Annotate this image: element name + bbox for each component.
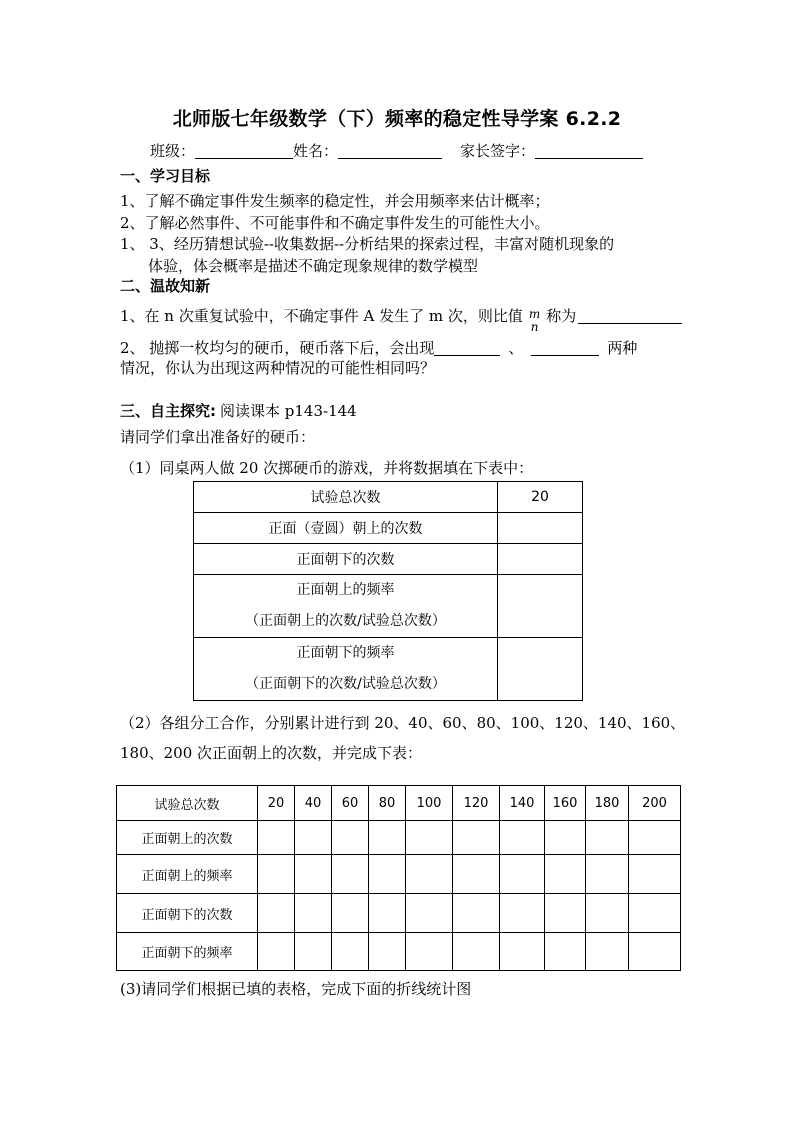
table2-cell[interactable] [453, 855, 500, 894]
section3-heading-line [120, 400, 357, 421]
table2-cell[interactable] [369, 933, 406, 971]
cumulative-toss-table [116, 785, 681, 971]
review-q2-separator: 、 [508, 339, 524, 357]
task1-text: （1）同桌两人做 20 次掷硬币的游戏，并将数据填在下表中： [120, 459, 534, 477]
table-row [117, 786, 681, 821]
table2-row-label: 正面朝上的频率 [117, 855, 258, 894]
table2-cell[interactable] [545, 894, 586, 933]
table2-cell[interactable] [545, 933, 586, 971]
table-row [194, 638, 583, 701]
section1-heading: 一、学习目标 [120, 167, 211, 185]
table1-label-line2: （正面朝上的次数/试验总次数） [245, 613, 446, 629]
table2-cell[interactable] [369, 855, 406, 894]
table-row [117, 855, 681, 894]
fraction-m-over-n [529, 308, 540, 334]
table2-cell[interactable] [258, 821, 295, 855]
parent-signature-blank[interactable] [535, 143, 643, 159]
table2-cell[interactable] [453, 821, 500, 855]
table2-col-header: 60 [332, 786, 369, 821]
table1-value: 20 [498, 482, 583, 513]
table-row [194, 482, 583, 513]
table2-row-label: 正面朝下的频率 [117, 933, 258, 971]
table2-col-header: 80 [369, 786, 406, 821]
section3-intro: 请同学们拿出准备好的硬币： [120, 428, 316, 446]
table2-header-label: 试验总次数 [117, 786, 258, 821]
table2-cell[interactable] [586, 821, 629, 855]
table2-cell[interactable] [500, 855, 545, 894]
table2-cell[interactable] [332, 894, 369, 933]
table2-cell[interactable] [453, 894, 500, 933]
review-q2-text: 2、 抛掷一枚均匀的硬币，硬币落下后，会出现 [120, 339, 435, 357]
table2-cell[interactable] [500, 933, 545, 971]
page-title: 北师版七年级数学（下）频率的稳定性导学案 6.2.2 [172, 108, 622, 130]
table2-cell[interactable] [453, 933, 500, 971]
table2-cell[interactable] [332, 821, 369, 855]
table2-cell[interactable] [629, 855, 681, 894]
table2-cell[interactable] [295, 894, 332, 933]
table2-cell[interactable] [500, 894, 545, 933]
table2-cell[interactable] [586, 855, 629, 894]
table2-col-header: 160 [545, 786, 586, 821]
coin-toss-table [193, 481, 583, 701]
section3-note: 阅读课本 p143-144 [220, 402, 357, 420]
table1-input-cell[interactable] [498, 513, 583, 544]
table2-col-header: 200 [629, 786, 681, 821]
table1-input-cell[interactable] [498, 575, 583, 638]
table2-row-label: 正面朝上的次数 [117, 821, 258, 855]
table-row [117, 933, 681, 971]
name-label: 姓名： [293, 142, 339, 160]
table2-cell[interactable] [545, 821, 586, 855]
frequency-blank[interactable] [578, 308, 682, 324]
fraction-numerator: m [528, 307, 541, 321]
table2-col-header: 180 [586, 786, 629, 821]
table1-label: 正面（壹圆）朝上的次数 [194, 513, 498, 544]
table1-input-cell[interactable] [498, 544, 583, 575]
table1-label-line1: 正面朝上的频率 [296, 582, 395, 598]
objective-3-cont: 体验，体会概率是描述不确定现象规律的数学模型 [148, 257, 479, 275]
table2-cell[interactable] [629, 821, 681, 855]
table-row [194, 544, 583, 575]
review-q1-text: 1、在 n 次重复试验中，不确定事件 A 发生了 m 次，则比值 [120, 307, 523, 325]
table2-cell[interactable] [369, 894, 406, 933]
table2-cell[interactable] [295, 933, 332, 971]
table2-col-header: 140 [500, 786, 545, 821]
table1-label [194, 638, 498, 701]
table1-label: 试验总次数 [194, 482, 498, 513]
table2-cell[interactable] [629, 933, 681, 971]
table1-input-cell[interactable] [498, 638, 583, 701]
table1-label-line2: （正面朝下的次数/试验总次数） [245, 676, 446, 692]
table-row [117, 894, 681, 933]
review-q1 [120, 305, 682, 334]
review-q1-suffix: 称为 [546, 307, 577, 325]
table2-cell[interactable] [406, 855, 453, 894]
name-blank[interactable] [338, 143, 442, 159]
table1-label [194, 575, 498, 638]
table-row [117, 821, 681, 855]
table2-col-header: 100 [406, 786, 453, 821]
outcome-blank-1[interactable] [434, 340, 500, 356]
table2-cell[interactable] [406, 933, 453, 971]
outcome-blank-2[interactable] [531, 340, 599, 356]
table2-cell[interactable] [406, 821, 453, 855]
class-label: 班级： [150, 142, 196, 160]
objective-2: 2、了解必然事件、不可能事件和不确定事件发生的可能性大小。 [120, 214, 550, 232]
table2-cell[interactable] [545, 855, 586, 894]
table2-col-header: 120 [453, 786, 500, 821]
table2-cell[interactable] [258, 894, 295, 933]
table1-label-line1: 正面朝下的频率 [296, 645, 395, 661]
table2-col-header: 40 [295, 786, 332, 821]
table2-cell[interactable] [500, 821, 545, 855]
review-q2-suffix: 两种 [607, 339, 638, 357]
table2-col-header: 20 [258, 786, 295, 821]
table2-cell[interactable] [369, 821, 406, 855]
table2-cell[interactable] [629, 894, 681, 933]
table2-cell[interactable] [406, 894, 453, 933]
table-row [194, 513, 583, 544]
task2-text-line1: （2）各组分工合作，分别累计进行到 20、40、60、80、100、120、140、160、 [120, 714, 686, 732]
table1-label: 正面朝下的次数 [194, 544, 498, 575]
fraction-denominator: n [530, 320, 539, 334]
table2-cell[interactable] [258, 933, 295, 971]
table2-cell[interactable] [586, 894, 629, 933]
section3-heading: 三、自主探究: [120, 402, 216, 420]
objective-1: 1、了解不确定事件发生频率的稳定性，并会用频率来估计概率； [120, 192, 550, 210]
class-blank[interactable] [195, 143, 293, 159]
table2-cell[interactable] [295, 855, 332, 894]
table2-cell[interactable] [295, 821, 332, 855]
parent-label: 家长签字： [460, 142, 536, 160]
header-fields [150, 140, 643, 161]
table2-row-label: 正面朝下的次数 [117, 894, 258, 933]
table2-cell[interactable] [258, 855, 295, 894]
review-q2 [120, 337, 637, 358]
table2-cell[interactable] [332, 855, 369, 894]
task3-text: (3)请同学们根据已填的表格，完成下面的折线统计图 [120, 980, 472, 998]
review-q2-line2: 情况，你认为出现这两种情况的可能性相同吗？ [120, 359, 436, 377]
table2-cell[interactable] [586, 933, 629, 971]
objective-3: 1、 3、经历猜想试验--收集数据--分析结果的探索过程，丰富对随机现象的 [120, 235, 615, 253]
section2-heading: 二、温故知新 [120, 277, 211, 295]
table-row [194, 575, 583, 638]
table2-cell[interactable] [332, 933, 369, 971]
task2-text-line2: 180、200 次正面朝上的次数，并完成下表： [120, 744, 423, 762]
